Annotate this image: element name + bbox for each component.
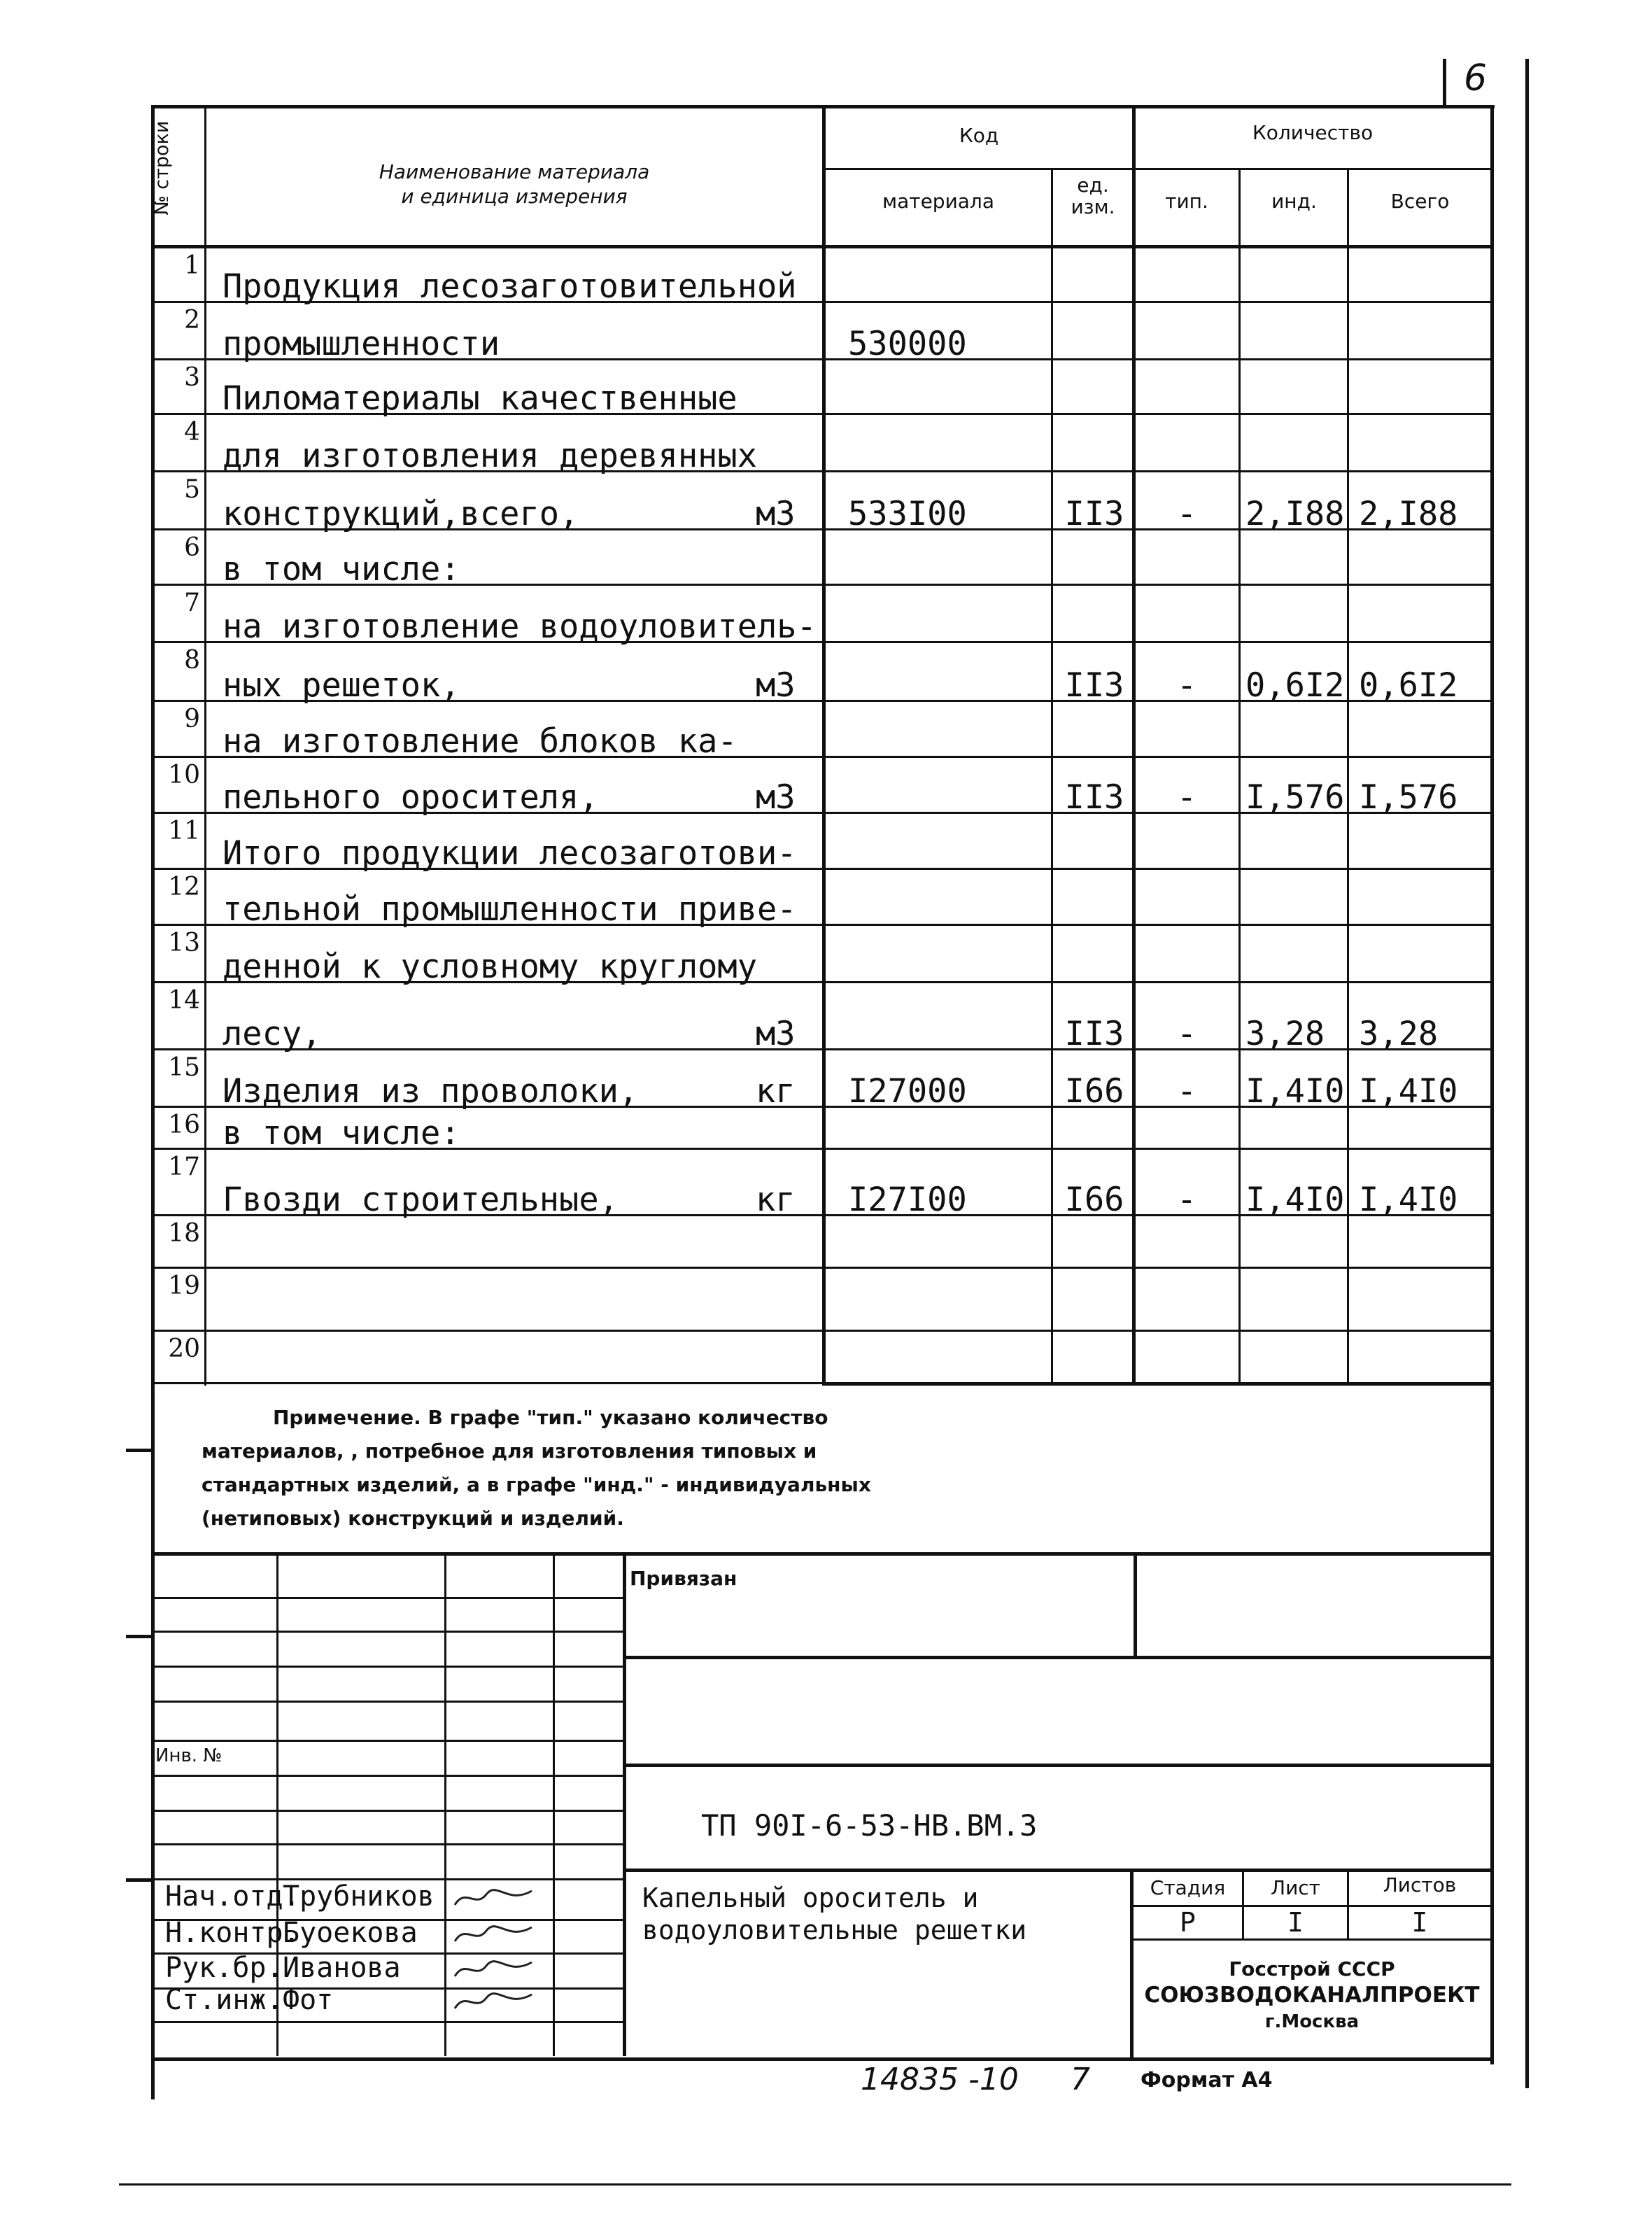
signer-role: Ст.инж. <box>165 1984 283 2016</box>
row-number: 11 <box>168 817 200 845</box>
unit-code: II3 <box>1064 666 1124 705</box>
material-name: Итого продукции лесозаготови- <box>223 834 797 873</box>
material-name: тельной промышленности приве- <box>223 890 797 929</box>
row-number: 14 <box>168 986 200 1015</box>
archive-number: 14835 -10 <box>861 2062 1019 2097</box>
document-code: ТП 90I-6-53-НВ.ВМ.3 <box>701 1808 1038 1843</box>
quantity-ind: 0,6I2 <box>1245 666 1345 705</box>
unit-code: II3 <box>1064 495 1124 533</box>
material-code: I27000 <box>848 1072 967 1111</box>
material-name: ных решеток, <box>223 666 460 705</box>
quantity-typ: - <box>1176 778 1197 817</box>
material-name: пельного оросителя, <box>223 778 599 817</box>
material-name: конструкций,всего, <box>223 495 579 533</box>
header-quantity-group: Количество <box>1252 121 1374 144</box>
signer-role: Нач.отд. <box>165 1880 300 1913</box>
header-row-number: № строки <box>151 120 173 216</box>
quantity-typ: - <box>1176 1181 1197 1219</box>
material-name: денной к условному круглому <box>223 948 758 986</box>
bound-label: Привязан <box>630 1567 737 1590</box>
quantity-total: I,4I0 <box>1359 1072 1458 1111</box>
quantity-ind: I,4I0 <box>1245 1181 1345 1219</box>
row-number: 4 <box>184 418 200 446</box>
inventory-label: Инв. № <box>155 1745 223 1766</box>
header-ind: инд. <box>1271 190 1317 213</box>
sheet-value: I <box>1287 1907 1304 1938</box>
paper-format: Формат А4 <box>1141 2068 1273 2092</box>
stage-value: Р <box>1180 1907 1196 1938</box>
material-name: Продукция лесозаготовительной <box>223 267 797 306</box>
material-name: на изготовление блоков ка- <box>223 722 737 761</box>
organization-name: СОЮЗВОДОКАНАЛПРОЕКТ <box>1144 1983 1480 2008</box>
row-number: 9 <box>184 705 200 733</box>
quantity-ind: 2,I88 <box>1245 495 1345 533</box>
organization-ministry: Госстрой СССР <box>1229 1957 1395 1980</box>
signature-icon <box>451 1955 535 1983</box>
unit-code: II3 <box>1064 1015 1124 1053</box>
note-line: (нетиповых) конструкций и изделий. <box>202 1507 624 1530</box>
sheet-number: 6 <box>1464 57 1488 99</box>
quantity-ind: I,4I0 <box>1245 1072 1345 1111</box>
unit-code: II3 <box>1064 778 1124 817</box>
material-name: Пиломатериалы качественные <box>223 379 737 418</box>
row-number: 13 <box>168 929 200 957</box>
material-name: в том числе: <box>223 550 460 589</box>
quantity-ind: 3,28 <box>1245 1015 1325 1053</box>
signer-role: Н.контр. <box>165 1917 300 1949</box>
header-unit-code: ед. изм. <box>1071 174 1115 218</box>
quantity-ind: I,576 <box>1245 778 1345 817</box>
measure-unit: кг <box>756 1181 796 1219</box>
signature-icon <box>451 1884 535 1912</box>
row-number: 8 <box>184 646 200 675</box>
signature-icon <box>451 1920 535 1948</box>
material-name: на изготовление водоуловитель- <box>223 607 817 646</box>
row-number: 19 <box>168 1272 200 1300</box>
row-number: 12 <box>168 873 200 901</box>
material-name: Гвозди строительные, <box>223 1181 619 1219</box>
quantity-total: I,4I0 <box>1359 1181 1458 1219</box>
quantity-typ: - <box>1176 1072 1197 1111</box>
header-total: Всего <box>1390 190 1450 213</box>
signer-name: Фот <box>283 1984 334 2016</box>
unit-code: I66 <box>1064 1072 1124 1111</box>
material-name: в том числе: <box>223 1114 460 1153</box>
row-number: 7 <box>184 589 200 617</box>
material-name: для изготовления деревянных <box>223 437 758 475</box>
row-number: 10 <box>168 761 200 789</box>
row-number: 5 <box>184 475 200 504</box>
row-number: 20 <box>168 1335 200 1363</box>
row-number: 18 <box>168 1219 200 1248</box>
quantity-typ: - <box>1176 666 1197 705</box>
header-material-name: Наименование материала и единица измерения <box>379 160 650 208</box>
material-name: лесу, <box>223 1015 322 1053</box>
note-line: материалов, , потребное для изготовления типовых и <box>202 1440 817 1463</box>
signature-icon <box>451 1987 535 2015</box>
quantity-total: 0,6I2 <box>1359 666 1458 705</box>
stage-label: Стадия <box>1150 1876 1226 1899</box>
header-code-group: Код <box>959 124 999 147</box>
signer-name: Иванова <box>283 1952 401 1984</box>
header-typ: тип. <box>1165 190 1208 213</box>
material-name: Изделия из проволоки, <box>223 1072 639 1111</box>
archive-number-suffix: 7 <box>1071 2062 1090 2097</box>
bottom-rule <box>119 2183 1511 2186</box>
material-name: промышленности <box>223 325 500 363</box>
row-number: 15 <box>168 1053 200 1082</box>
drawing-title: Капельный ороситель и водоуловительные решетки <box>642 1882 1027 1945</box>
measure-unit: кг <box>756 1072 796 1111</box>
header-material-code: материала <box>882 190 994 213</box>
note-line: Примечение. В графе "тип." указано количество <box>273 1406 828 1429</box>
row-number: 16 <box>168 1111 200 1139</box>
row-number: 1 <box>184 251 200 280</box>
quantity-total: 3,28 <box>1359 1015 1439 1053</box>
material-code: 533I00 <box>848 495 967 533</box>
measure-unit: м3 <box>756 666 796 705</box>
material-code: 530000 <box>848 325 967 363</box>
signer-name: Трубников <box>283 1880 435 1913</box>
row-number: 17 <box>168 1153 200 1181</box>
sheets-value: I <box>1411 1907 1428 1938</box>
sheet-label: Лист <box>1271 1876 1320 1899</box>
organization-city: г.Москва <box>1264 2011 1360 2032</box>
unit-code: I66 <box>1064 1181 1124 1219</box>
row-number: 6 <box>184 533 200 562</box>
measure-unit: м3 <box>756 1015 796 1053</box>
row-number: 3 <box>184 363 200 392</box>
quantity-total: I,576 <box>1359 778 1458 817</box>
measure-unit: м3 <box>756 778 796 817</box>
quantity-typ: - <box>1176 495 1197 533</box>
signer-name: Буоекова <box>283 1917 418 1949</box>
quantity-total: 2,I88 <box>1359 495 1458 533</box>
sheet-number-divider <box>1443 59 1446 108</box>
right-border-top <box>1525 59 1529 2088</box>
signer-role: Рук.бр. <box>165 1952 283 1984</box>
material-code: I27I00 <box>848 1181 967 1219</box>
note-line: стандартных изделий, а в графе "инд." - индивидуальных <box>202 1473 871 1496</box>
row-number: 2 <box>184 306 200 335</box>
quantity-typ: - <box>1176 1015 1197 1053</box>
sheets-label: Листов <box>1383 1873 1457 1896</box>
measure-unit: м3 <box>756 495 796 533</box>
